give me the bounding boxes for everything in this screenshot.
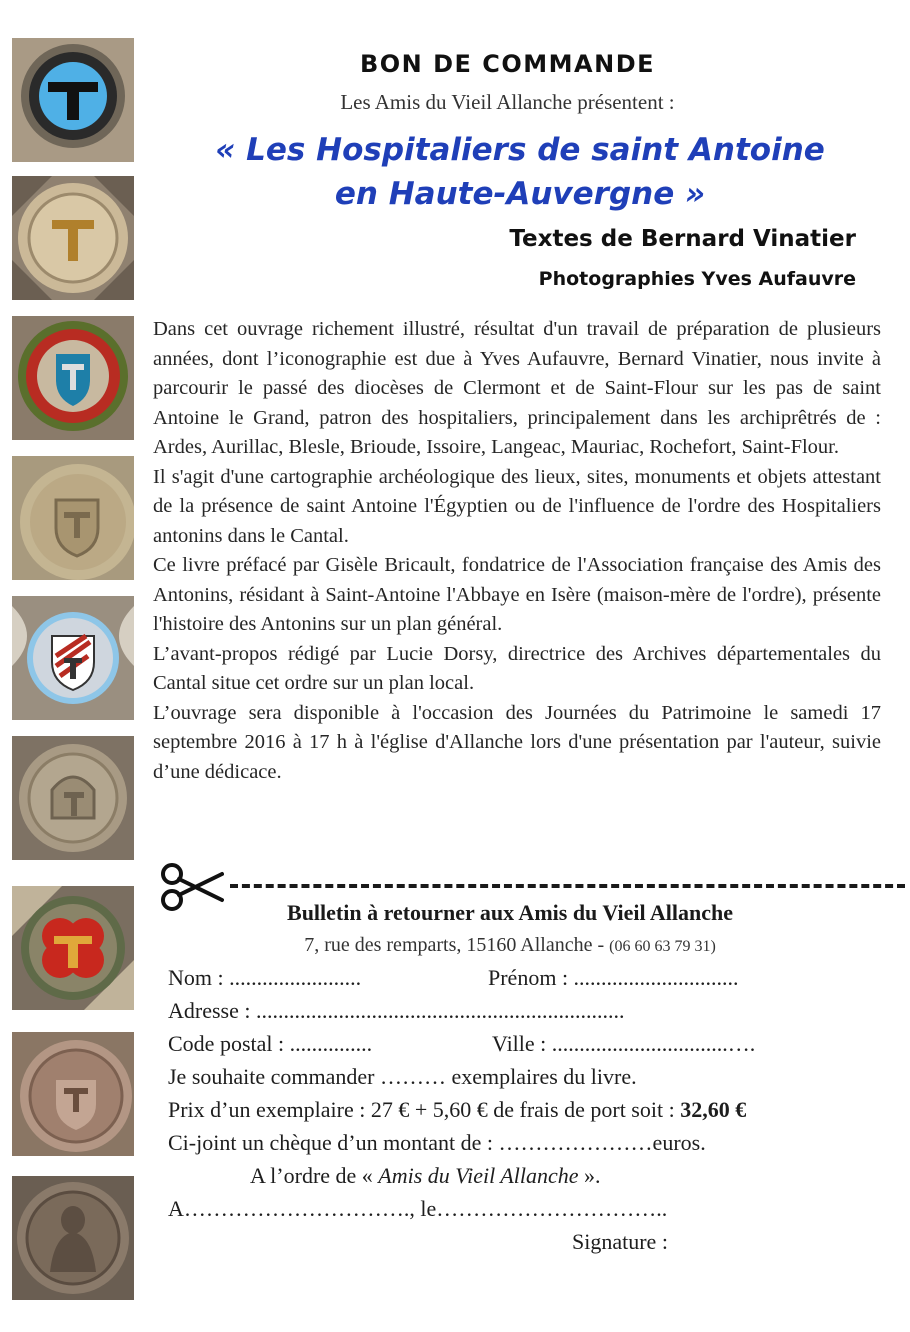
book-title	[150, 128, 890, 216]
description-paragraph-3: Ce livre préfacé par Gisèle Bricault, fondatrice de l'Association française des Amis des Antonins, résidant à Saint-Antoine l'Abbaye en Isère (maison-mère de l'ordre), présente l'histoire des Antonins sur un plan général.	[153, 554, 881, 635]
price-text: Prix d’un exemplaire : 27 € + 5,60 € de frais de port soit :	[168, 1097, 681, 1122]
description-paragraph-5: L’ouvrage sera disponible à l'occasion des Journées du Patrimoine le samedi 17 septembre 2016 à 17 h à l'église d'Allanche lors d'une présentation par l'auteur, suivie d’une dédicace.	[153, 701, 881, 783]
book-title-line-2: en Haute-Auvergne »	[334, 176, 706, 212]
medallion-photo-4	[12, 456, 134, 580]
author-line: Textes de Bernard Vinatier	[509, 226, 856, 252]
cheque-amount-field[interactable]: Ci-joint un chèque d’un montant de : …………………euros.	[168, 1130, 706, 1155]
page-title: BON DE COMMANDE	[359, 50, 656, 78]
medallion-photo-3	[12, 316, 134, 440]
dashed-cut-line	[230, 884, 905, 888]
description-paragraph-1: Dans cet ouvrage richement illustré, résultat d'un travail de préparation de plusieurs années, dont l’iconographie est due à Yves Aufauvre, Bernard Vinatier, nous invite à parcourir le passé des diocèses de Clermont et de Saint-Flour sur les pas de saint Antoine le Grand, patron des hospitaliers, principalement dans les archiprêtrés de : Ardes, Aurillac, Blesle, Brioude, Issoire, Langeac, Mauriac, Rochefort, Saint-Flour.	[153, 318, 881, 458]
payable-to-line	[250, 1163, 601, 1189]
bulletin-title: Bulletin à retourner aux Amis du Vieil Allanche	[287, 900, 733, 925]
medallion-photo-6	[12, 736, 134, 860]
ville-field[interactable]: Ville : ................................….	[492, 1031, 756, 1056]
nom-field[interactable]: Nom : ........................	[168, 965, 362, 990]
adresse-field[interactable]: Adresse : ...................................................................	[168, 998, 625, 1023]
prenom-field[interactable]: Prénom : ..............................	[488, 965, 739, 990]
description-paragraph-4: L’avant-propos rédigé par Lucie Dorsy, directrice des Archives départementales du Cantal situe cet ordre sur un plan local.	[153, 642, 881, 694]
bulletin-address	[160, 934, 860, 957]
medallion-photo-2	[12, 176, 134, 300]
medallion-photo-1	[12, 38, 134, 162]
medallion-photo-5	[12, 596, 134, 720]
place-date-field[interactable]: A…………………………., le…………………………..	[168, 1196, 668, 1221]
quantity-field[interactable]: Je souhaite commander ……… exemplaires du livre.	[168, 1064, 637, 1089]
payable-to-suffix: ».	[578, 1163, 601, 1188]
payable-to-prefix: A l’ordre de «	[250, 1163, 379, 1188]
address-text: 7, rue des remparts, 15160 Allanche -	[304, 934, 610, 956]
book-title-line-1: « Les Hospitaliers de saint Antoine	[215, 132, 825, 168]
price-line	[168, 1097, 746, 1123]
phone-number: (06 60 63 79 31)	[609, 938, 716, 955]
book-description	[153, 315, 881, 787]
medallion-photo-7	[12, 886, 134, 1010]
medallion-photo-8	[12, 1032, 134, 1156]
signature-field[interactable]: Signature :	[572, 1229, 668, 1254]
price-total: 32,60 €	[680, 1097, 747, 1122]
payable-to-name: Amis du Vieil Allanche	[378, 1163, 579, 1188]
code-postal-field[interactable]: Code postal : ...............	[168, 1031, 373, 1056]
photographer-line: Photographies Yves Aufauvre	[538, 268, 856, 290]
medallion-photo-9	[12, 1176, 134, 1300]
description-paragraph-2: Il s'agit d'une cartographie archéologique des lieux, sites, monuments et objets attestant de la présence de saint Antoine l'Égyptien ou de l'influence de l'ordre des Hospitaliers antonins dans le Cantal.	[153, 465, 881, 547]
presents-line: Les Amis du Vieil Allanche présentent :	[340, 90, 675, 114]
